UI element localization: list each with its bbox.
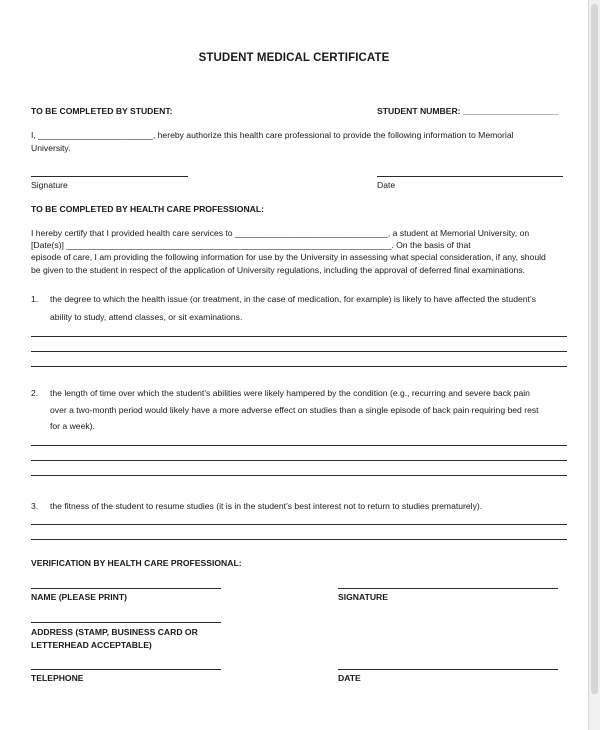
verification-heading: VERIFICATION BY HEALTH CARE PROFESSIONAL: bbox=[31, 558, 242, 568]
hcp-address-label-line2: LETTERHEAD ACCEPTABLE) bbox=[31, 640, 152, 650]
item-1-text-line2: ability to study, attend classes, or sit examinations. bbox=[50, 312, 243, 322]
item-3-answer-line[interactable] bbox=[31, 539, 567, 540]
scrollbar-thumb[interactable] bbox=[591, 4, 598, 694]
item-2-answer-line[interactable] bbox=[31, 460, 567, 461]
student-section-heading: TO BE COMPLETED BY STUDENT: bbox=[31, 106, 173, 116]
hcp-text-line4: be given to the student in respect of the application of University regulations, including the approval of deferred final examinations. bbox=[31, 265, 525, 275]
hcp-section-heading: TO BE COMPLETED BY HEALTH CARE PROFESSIONAL: bbox=[31, 204, 264, 214]
hcp-text-line3: episode of care, I am providing the following information for use by the University in assessing what special consideration, if any, should bbox=[31, 252, 546, 262]
authorize-text-line2: University. bbox=[31, 143, 71, 153]
student-signature-line[interactable] bbox=[31, 176, 188, 177]
hcp-address-label-line1: ADDRESS (STAMP, BUSINESS CARD OR bbox=[31, 627, 198, 637]
item-1-answer-line[interactable] bbox=[31, 351, 567, 352]
item-2-answer-line[interactable] bbox=[31, 475, 567, 476]
student-date-label: Date bbox=[377, 180, 396, 190]
student-number-field[interactable]: STUDENT NUMBER: ____________________ bbox=[377, 106, 559, 116]
item-1-answer-line[interactable] bbox=[31, 336, 567, 337]
student-signature-label: Signature bbox=[31, 180, 68, 190]
item-2-text-line3: for a week). bbox=[50, 421, 95, 431]
item-2-answer-line[interactable] bbox=[31, 445, 567, 446]
item-1-text-line1: the degree to which the health issue (or treatment, in the case of medication, for example) is likely to have affected the student’s bbox=[50, 294, 536, 304]
page-title: STUDENT MEDICAL CERTIFICATE bbox=[198, 52, 390, 64]
item-3-number: 3. bbox=[31, 501, 39, 511]
item-2-text-line2: over a two-month period would likely have a more adverse effect on studies than a single episode of back pain requiring bed rest bbox=[50, 405, 539, 415]
hcp-date-label: DATE bbox=[338, 673, 361, 683]
item-3-text-line1: the fitness of the student to resume studies (it is in the student’s best interest not to return to studies prematurely). bbox=[50, 501, 483, 511]
hcp-text-line1: I hereby certify that I provided health care services to ________________________________, a student at Memorial University, on bbox=[31, 228, 530, 238]
hcp-name-line[interactable] bbox=[31, 588, 221, 589]
hcp-text-line2: [Date(s)] ____________________________________________________________________. On the basis of that bbox=[31, 240, 471, 250]
item-2-number: 2. bbox=[31, 388, 39, 398]
item-1-answer-line[interactable] bbox=[31, 366, 567, 367]
item-1-number: 1. bbox=[31, 294, 39, 304]
hcp-signature-label: SIGNATURE bbox=[338, 592, 388, 602]
hcp-name-label: NAME (PLEASE PRINT) bbox=[31, 592, 127, 602]
authorize-text-line1: I, ________________________, hereby authorize this health care professional to provide the following information to Memorial bbox=[31, 130, 514, 140]
hcp-date-line[interactable] bbox=[338, 669, 558, 670]
student-date-line[interactable] bbox=[377, 176, 563, 177]
hcp-address-line[interactable] bbox=[31, 622, 221, 623]
hcp-telephone-line[interactable] bbox=[31, 669, 221, 670]
hcp-signature-line[interactable] bbox=[338, 588, 558, 589]
hcp-telephone-label: TELEPHONE bbox=[31, 673, 84, 683]
item-2-text-line1: the length of time over which the student’s abilities were likely hampered by the condition (e.g., recurring and severe back pain bbox=[50, 388, 530, 398]
item-3-answer-line[interactable] bbox=[31, 524, 567, 525]
